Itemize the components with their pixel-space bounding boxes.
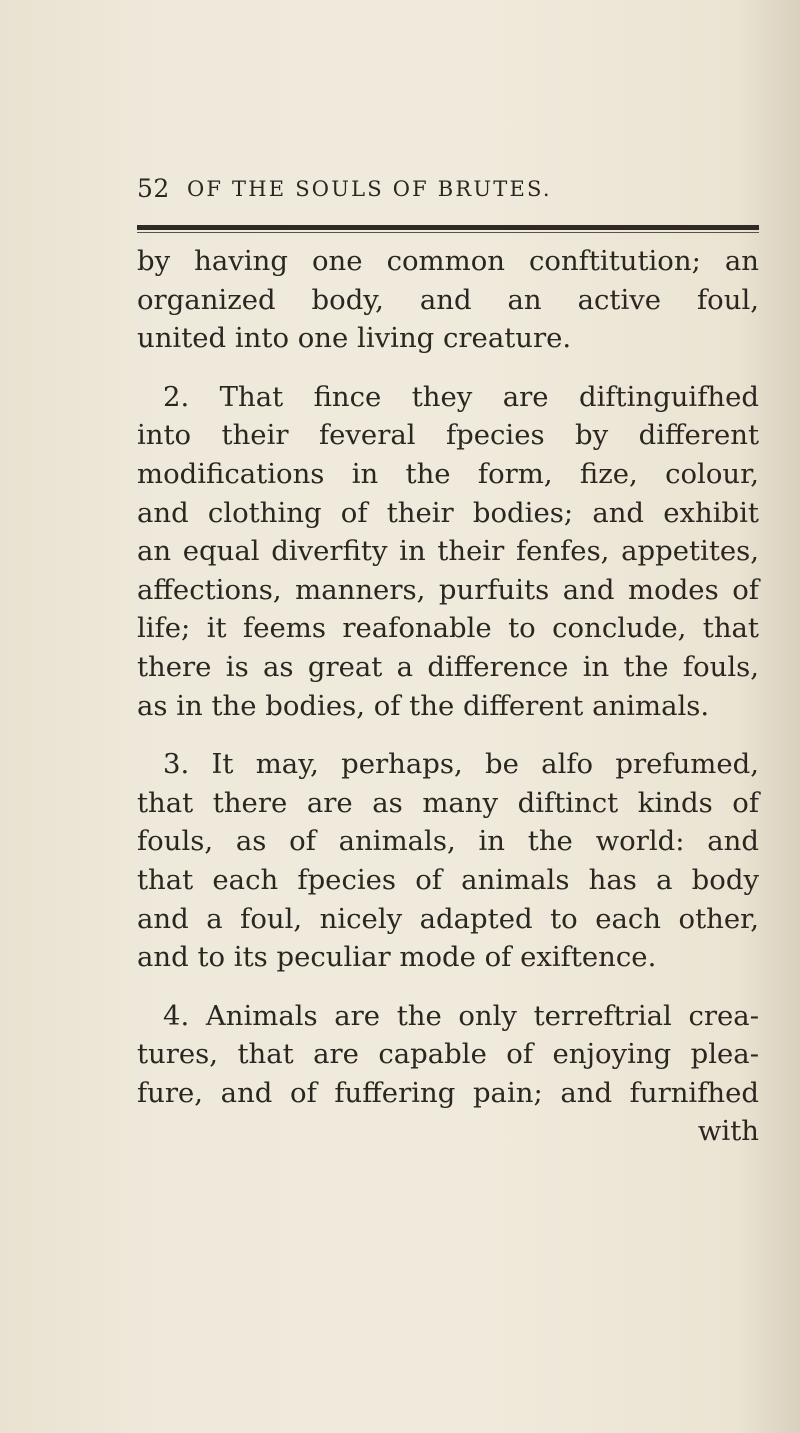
text-line: into their feveral fpecies by different: [137, 419, 759, 452]
text-line: fure, and of fuffering pain; and furnifhed: [137, 1076, 759, 1109]
paragraph-4: [137, 997, 759, 1113]
text-line: tures, that are capable of enjoying plea-: [137, 1038, 759, 1071]
page-number: 52: [137, 174, 170, 203]
header-rule-thin: [137, 232, 759, 233]
text-line: affections, manners, purfuits and modes of: [137, 573, 759, 606]
paragraph-2: [137, 378, 759, 725]
text-line: fouls, as of animals, in the world: and: [137, 825, 759, 858]
text-line: 4. Animals are the only terreftrial crea-: [163, 999, 759, 1032]
text-line: 3. It may, perhaps, be alfo prefumed,: [163, 748, 759, 781]
text-line: life; it feems reafonable to conclude, that: [137, 612, 759, 645]
text-line: and a foul, nicely adapted to each other,: [137, 902, 759, 935]
body-text: [137, 242, 759, 1151]
text-line: as in the bodies, of the different animals.: [137, 689, 710, 722]
text-line: by having one common conftitution; an: [137, 245, 759, 277]
text-line: that there are as many diftinct kinds of: [137, 786, 759, 819]
text-line: 2. That fince they are diftinguifhed: [163, 380, 759, 413]
text-line: that each fpecies of animals has a body: [137, 863, 759, 896]
text-line: organized body, and an active foul,: [137, 283, 759, 316]
text-line: there is as great a difference in the fouls,: [137, 650, 759, 683]
text-line: modifications in the form, fize, colour,: [137, 457, 759, 490]
page-header: [137, 174, 757, 206]
catchword: with: [697, 1115, 759, 1148]
paragraph-1: [137, 242, 759, 358]
paragraph-3: [137, 745, 759, 977]
text-line: united into one living creature.: [137, 322, 572, 355]
text-line: an equal diverfity in their fenfes, appetites,: [137, 535, 759, 568]
header-rule-thick: [137, 225, 759, 230]
text-line: and clothing of their bodies; and exhibit: [137, 496, 759, 529]
text-line: and to its peculiar mode of exiftence.: [137, 941, 657, 974]
running-head: OF THE SOULS OF BRUTES.: [187, 177, 552, 201]
